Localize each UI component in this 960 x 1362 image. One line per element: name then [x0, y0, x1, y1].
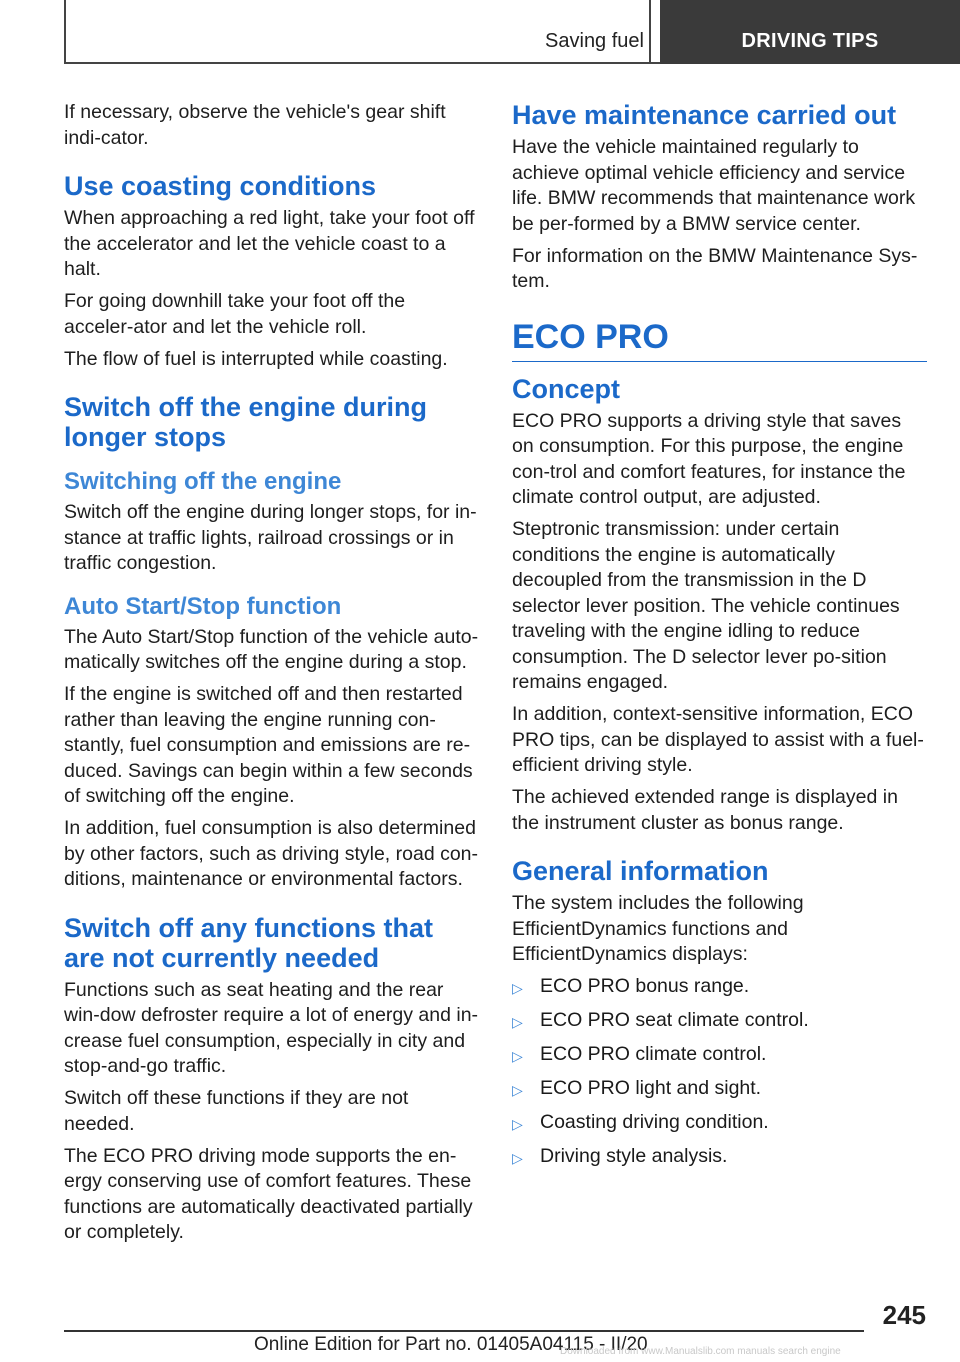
- coasting-paragraph-3: The flow of fuel is interrupted while coasting.: [64, 347, 448, 370]
- concept-paragraph-4: The achieved extended range is displayed in the instrument cluster as bonus range.: [512, 786, 898, 834]
- maintenance-paragraph-2: For information on the BMW Maintenance Sys‐tem.: [512, 244, 918, 292]
- switching-paragraph-1: Switch off the engine during longer stops, for in‐stance at traffic lights, railroad crossings or in traffic congestion.: [64, 501, 477, 574]
- heading-functions: Switch off any functions that are not currently needed: [64, 912, 433, 973]
- list-item: ▷ ECO PRO seat climate control.: [512, 1008, 927, 1036]
- footer-divider: [64, 1330, 864, 1332]
- list-item: ▷ ECO PRO bonus range.: [512, 974, 927, 1002]
- triangle-bullet-icon: ▷: [512, 1014, 523, 1030]
- triangle-bullet-icon: ▷: [512, 1116, 523, 1132]
- coasting-paragraph-2: For going downhill take your foot off the acceler‐ator and let the vehicle roll.: [64, 290, 406, 338]
- functions-paragraph-3: The ECO PRO driving mode supports the en‐ergy conserving use of comfort features. These functions are automatically deactivated partially or completely.: [64, 1144, 473, 1243]
- list-item: ▷ ECO PRO climate control.: [512, 1042, 927, 1070]
- heading-concept: Concept: [512, 373, 620, 404]
- left-column: [64, 100, 479, 1252]
- footer-edition-text: Online Edition for Part no. 01405A04115 - II/20: [254, 1334, 648, 1355]
- heading-switching-off: Switching off the engine: [64, 468, 342, 495]
- concept-paragraph-2: Steptronic transmission: under certain conditions the engine is automatically decoupled from the transmission in the D selector lever position. The vehicle continues traveling with the engine idling to reduce consumption. The D selector lever po‐sition remains engaged.: [512, 518, 900, 693]
- autostart-paragraph-1: The Auto Start/Stop function of the vehicle auto‐matically switches off the engine during a stop.: [64, 625, 479, 673]
- heading-auto-start-stop: Auto Start/Stop function: [64, 592, 342, 620]
- heading-eco-pro: ECO PRO: [512, 317, 927, 362]
- header-chapter-tab: DRIVING TIPS: [660, 0, 960, 64]
- triangle-bullet-icon: ▷: [512, 1082, 523, 1098]
- triangle-bullet-icon: ▷: [512, 1048, 523, 1064]
- heading-coasting: Use coasting conditions: [64, 171, 377, 201]
- autostart-paragraph-2: If the engine is switched off and then restarted rather than leaving the engine running con‐stantly, fuel consumption and emissions are re‐duced. Savings can begin within a few seconds of switching off the engine.: [64, 683, 473, 807]
- right-column: [512, 100, 927, 1178]
- heading-maintenance: Have maintenance carried out: [512, 100, 897, 130]
- list-item: ▷ Driving style analysis.: [512, 1144, 927, 1172]
- efficient-dynamics-list: [512, 974, 927, 1172]
- footer-watermark: Downloaded from www.Manualslib.com manuals search engine: [560, 1346, 841, 1357]
- triangle-bullet-icon: ▷: [512, 980, 523, 996]
- list-item: ▷ Coasting driving condition.: [512, 1110, 927, 1138]
- triangle-bullet-icon: ▷: [512, 1150, 523, 1166]
- gear-shift-paragraph: If necessary, observe the vehicle's gear shift indi‐cator.: [64, 101, 446, 149]
- concept-paragraph-1: ECO PRO supports a driving style that saves on consumption. For this purpose, the engine con‐trol and comfort features, for instance the climate control output, are adjusted.: [512, 409, 906, 508]
- coasting-paragraph-1: When approaching a red light, take your foot off the accelerator and let the vehicle coast to a halt.: [64, 207, 475, 280]
- autostart-paragraph-3: In addition, fuel consumption is also determined by other factors, such as driving style, road con‐ditions, maintenance or environmental factors.: [64, 817, 479, 890]
- general-paragraph-1: The system includes the following EfficientDynamics functions and EfficientDynamics displays:: [512, 892, 804, 965]
- functions-paragraph-2: Switch off these functions if they are not needed.: [64, 1087, 409, 1135]
- list-item: ▷ ECO PRO light and sight.: [512, 1076, 927, 1104]
- page-header: [64, 0, 960, 64]
- maintenance-paragraph-1: Have the vehicle maintained regularly to achieve optimal vehicle efficiency and service life. BMW recommends that maintenance work be per‐formed by a BMW service center.: [512, 136, 916, 235]
- functions-paragraph-1: Functions such as seat heating and the rear win‐dow defroster require a lot of energy and in‐crease fuel consumption, especially in city and stop-and-go traffic.: [64, 978, 479, 1077]
- concept-paragraph-3: In addition, context-sensitive information, ECO PRO tips, can be displayed to assist with a fuel-efficient driving style.: [512, 703, 924, 776]
- page-number: 245: [882, 1300, 926, 1330]
- header-section-title: Saving fuel: [545, 30, 644, 52]
- heading-general-information: General information: [512, 856, 769, 886]
- heading-engine-stops: Switch off the engine during longer stops: [64, 392, 427, 452]
